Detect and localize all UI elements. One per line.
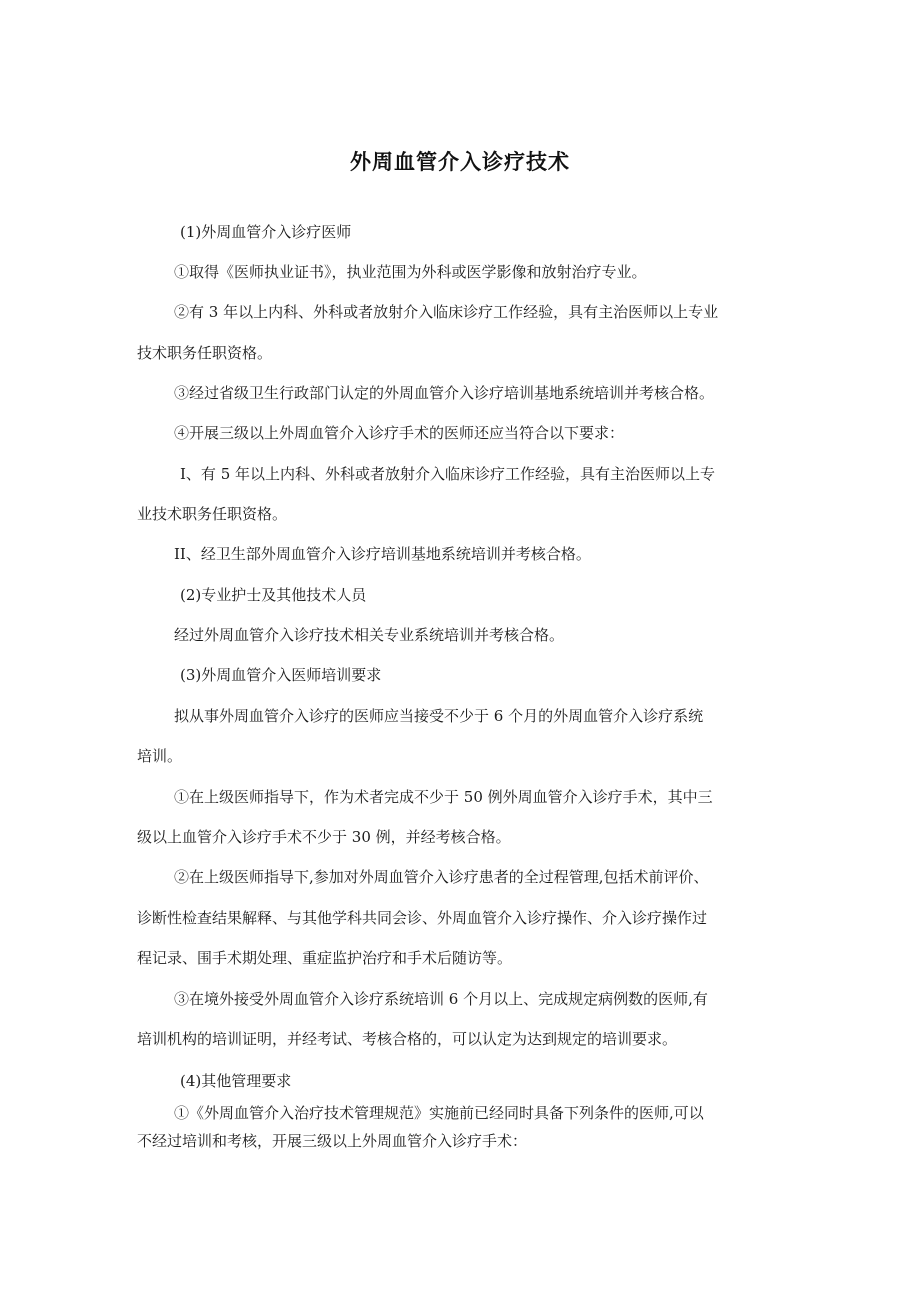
paragraph-line: 程记录、围手术期处理、重症监护治疗和手术后随访等。 xyxy=(137,949,513,967)
paragraph-line: ③经过省级卫生行政部门认定的外周血管介入诊疗培训基地系统培训并考核合格。 xyxy=(174,384,715,402)
paragraph-line: ③在境外接受外周血管介入诊疗系统培训 6 个月以上、完成规定病例数的医师,有 xyxy=(174,990,708,1008)
section-heading-3: (3)外周血管介入医师培训要求 xyxy=(180,666,382,684)
paragraph-line: 技术职务任职资格。 xyxy=(137,344,273,362)
section-heading-1: (1)外周血管介入诊疗医师 xyxy=(180,223,352,241)
paragraph-line: 培训。 xyxy=(137,747,183,765)
paragraph-line: 拟从事外周血管介入诊疗的医师应当接受不少于 6 个月的外周血管介入诊疗系统 xyxy=(174,707,704,725)
paragraph-line: 级以上血管介入诊疗手术不少于 30 例，并经考核合格。 xyxy=(137,828,511,846)
paragraph-line: ②有 3 年以上内科、外科或者放射介入临床诊疗工作经验，具有主治医师以上专业 xyxy=(174,303,719,321)
paragraph-line: 诊断性检查结果解释、与其他学科共同会诊、外周血管介入诊疗操作、介入诊疗操作过 xyxy=(137,909,708,927)
paragraph-line: ④开展三级以上外周血管介入诊疗手术的医师还应当符合以下要求： xyxy=(174,424,625,442)
paragraph-line: ②在上级医师指导下,参加对外周血管介入诊疗患者的全过程管理,包括术前评价、 xyxy=(174,868,709,886)
paragraph-line: 培训机构的培训证明，并经考试、考核合格的，可以认定为达到规定的培训要求。 xyxy=(137,1030,678,1048)
paragraph-line: 业技术职务任职资格。 xyxy=(137,505,288,523)
section-heading-2: (2)专业护士及其他技术人员 xyxy=(180,586,367,604)
section-heading-4: (4)其他管理要求 xyxy=(180,1072,292,1090)
paragraph-line: 不经过培训和考核，开展三级以上外周血管介入诊疗手术： xyxy=(137,1132,528,1150)
paragraph-line: II、经卫生部外周血管介入诊疗培训基地系统培训并考核合格。 xyxy=(174,545,591,563)
paragraph-line: ①取得《医师执业证书》，执业范围为外科或医学影像和放射治疗专业。 xyxy=(174,263,647,281)
document-title: 外周血管介入诊疗技术 xyxy=(350,150,570,174)
paragraph-line: I、有 5 年以上内科、外科或者放射介入临床诊疗工作经验，具有主治医师以上专 xyxy=(180,465,716,483)
paragraph-line: ①在上级医师指导下，作为术者完成不少于 50 例外周血管介入诊疗手术，其中三 xyxy=(174,788,713,806)
paragraph-line: ①《外周血管介入治疗技术管理规范》实施前已经同时具备下列条件的医师,可以 xyxy=(174,1104,704,1122)
paragraph-line: 经过外周血管介入诊疗技术相关专业系统培训并考核合格。 xyxy=(174,626,565,644)
